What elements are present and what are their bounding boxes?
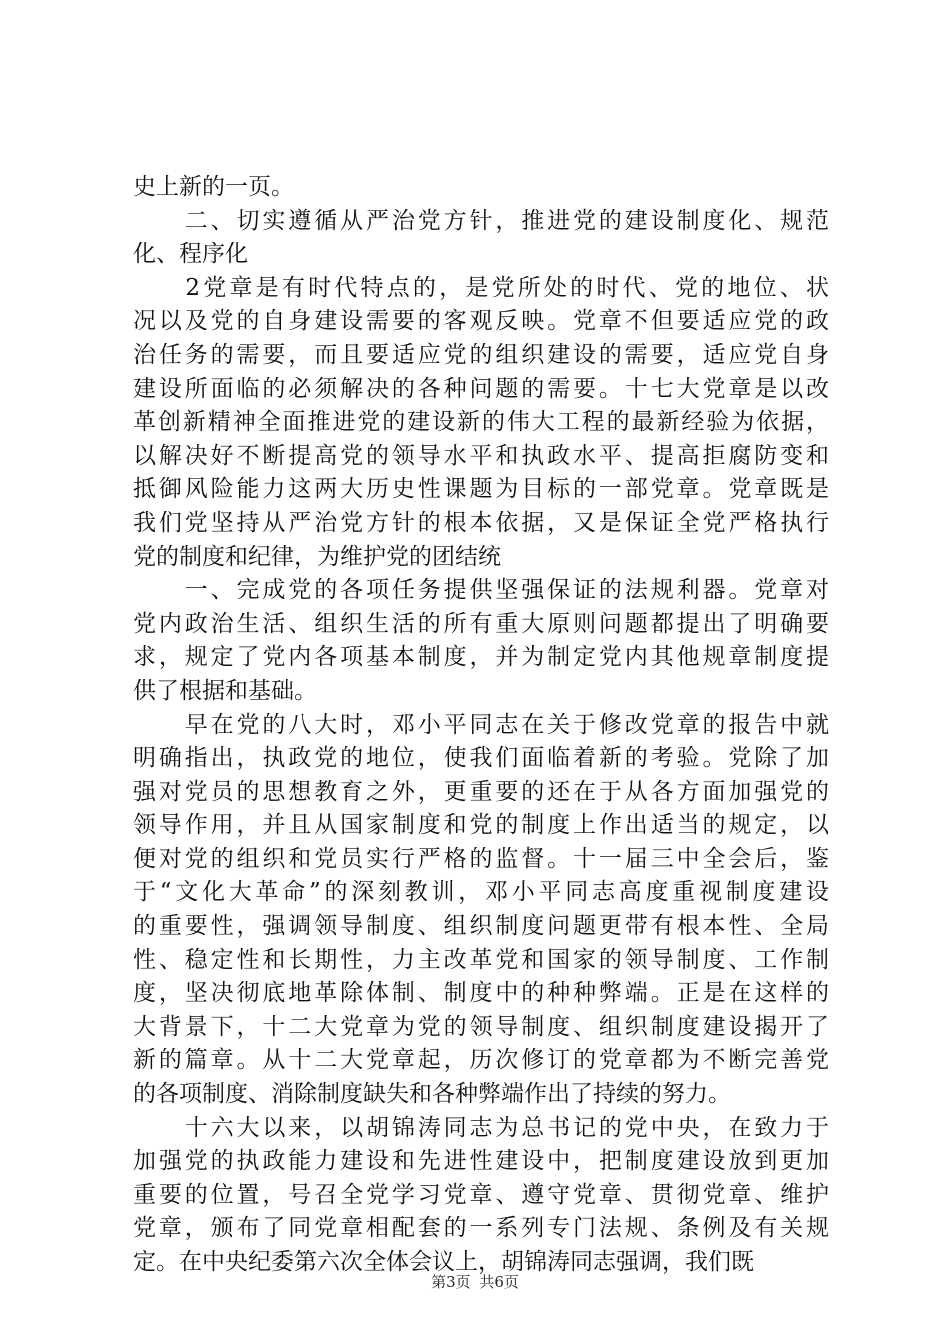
text-line: 以解决好不断提高党的领导水平和执政水平、提高拒腐防变和 [133, 442, 829, 469]
page-number: 第3页 [431, 1273, 471, 1291]
text-line: 十六大以来，以胡锦涛同志为总书记的党中央，在致力于 [133, 1114, 829, 1141]
text-line: 强对党员的思想教育之外，更重要的还在于从各方面加强党的 [133, 778, 829, 805]
text-line: 二、切实遵循从严治党方针，推进党的建设制度化、规范 [133, 207, 829, 234]
text-line: 2党章是有时代特点的，是党所处的时代、党的地位、状 [133, 274, 829, 301]
text-line: 况以及党的自身建设需要的客观反映。党章不但要适应党的政 [133, 308, 829, 335]
text-line: 化、程序化 [133, 241, 248, 268]
text-line: 明确指出，执政党的地位，使我们面临着新的考验。党除了加 [133, 745, 829, 772]
text-line: 史上新的一页。 [133, 174, 294, 200]
text-line: 治任务的需要，而且要适应党的组织建设的需要，适应党自身 [133, 341, 829, 368]
text-line: 便对党的组织和党员实行严格的监督。十一届三中全会后，鉴 [133, 845, 829, 872]
document-body [133, 171, 829, 1280]
text-line: 一、完成党的各项任务提供坚强保证的法规利器。党章对 [133, 577, 829, 604]
text-line: 性、稳定性和长期性，力主改革党和国家的领导制度、工作制 [133, 946, 829, 973]
page-footer [0, 1272, 950, 1292]
text-line: 定。在中央纪委第六次全体会议上，胡锦涛同志强调，我们既 [133, 1249, 754, 1275]
text-line: 供了根据和基础。 [133, 677, 317, 704]
text-line: 新的篇章。从十二大党章起，历次修订的党章都为不断完善党 [133, 1047, 829, 1074]
text-line: 的重要性，强调领导制度、组织制度问题更带有根本性、全局 [133, 913, 829, 940]
text-line: 领导作用，并且从国家制度和党的制度上作出适当的规定，以 [133, 812, 829, 839]
text-line: 早在党的八大时，邓小平同志在关于修改党章的报告中就 [133, 711, 829, 738]
text-line: 加强党的执政能力建设和先进性建设中，把制度建设放到更加 [133, 1148, 829, 1175]
text-line: 于“文化大革命”的深刻教训，邓小平同志高度重视制度建设 [133, 879, 829, 906]
text-line: 我们党坚持从严治党方针的根本依据，又是保证全党严格执行 [133, 509, 829, 536]
text-line: 抵御风险能力这两大历史性课题为目标的一部党章。党章既是 [133, 476, 829, 503]
text-line: 大背景下，十二大党章为党的领导制度、组织制度建设揭开了 [133, 1013, 829, 1040]
text-line: 求，规定了党内各项基本制度，并为制定党内其他规章制度提 [133, 644, 829, 671]
text-line: 度，坚决彻底地革除体制、制度中的种种弊端。正是在这样的 [133, 980, 829, 1007]
text-line: 党内政治生活、组织生活的所有重大原则问题都提出了明确要 [133, 610, 829, 637]
text-line: 的各项制度、消除制度缺失和各种弊端作出了持续的努力。 [133, 1081, 731, 1108]
page-total: 共6页 [479, 1273, 519, 1291]
text-line: 建设所面临的必须解决的各种问题的需要。十七大党章是以改 [133, 375, 829, 402]
text-line: 重要的位置，号召全党学习党章、遵守党章、贯彻党章、维护 [133, 1181, 829, 1208]
text-line: 革创新精神全面推进党的建设新的伟大工程的最新经验为依据， [133, 409, 829, 436]
text-line: 党的制度和纪律，为维护党的团结统 [133, 543, 501, 570]
text-line: 党章，颁布了同党章相配套的一系列专门法规、条例及有关规 [133, 1215, 829, 1242]
